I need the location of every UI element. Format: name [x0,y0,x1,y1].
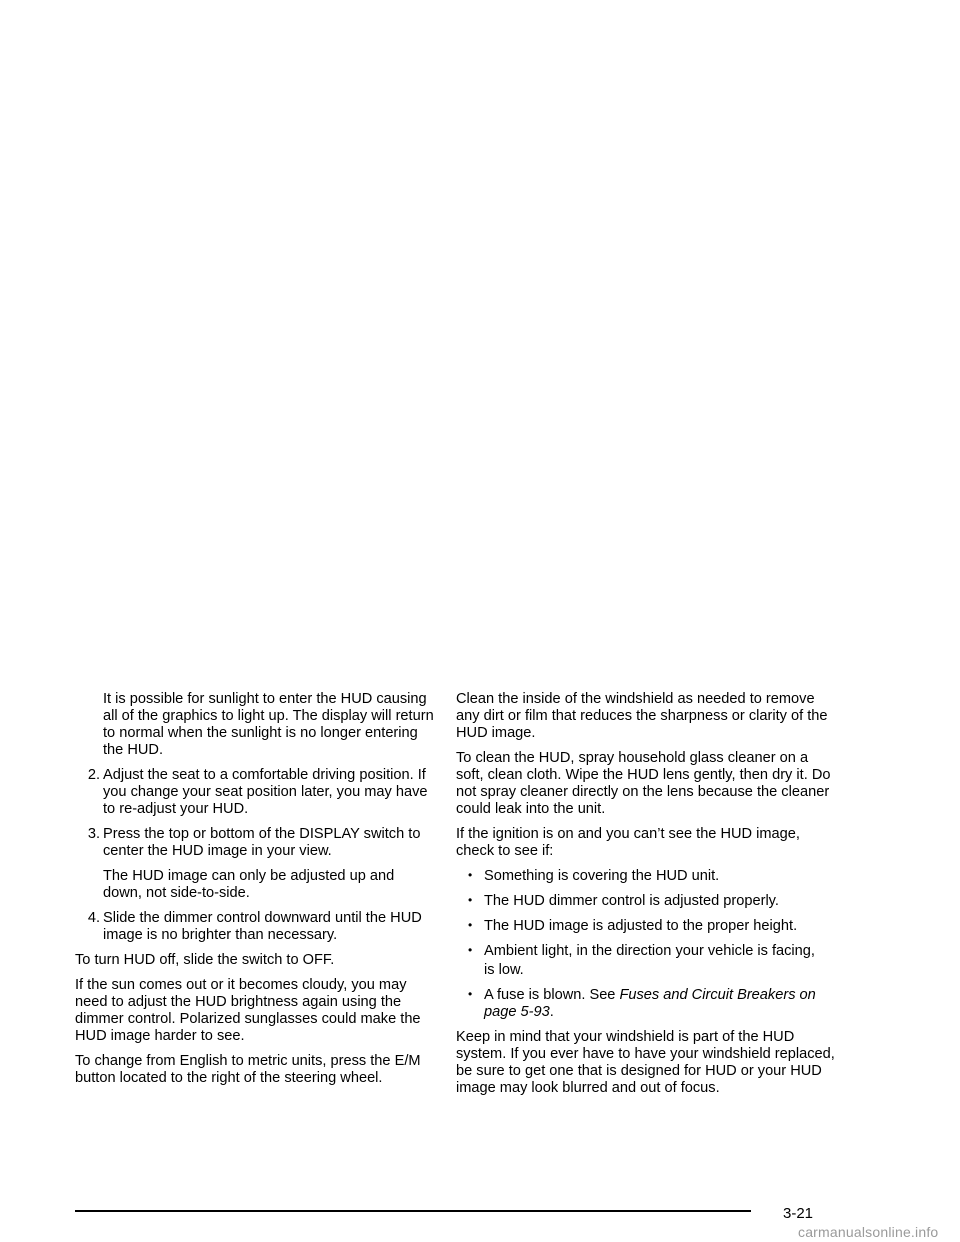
list-item [456,943,836,979]
step-text: Slide the dimmer control downward until the HUD image is no brighter than necessary. [103,910,422,943]
list-item-text: Something is covering the HUD unit. [484,868,720,884]
list-item-text [484,943,836,979]
list-item-text [484,987,836,1021]
step-text: Press the top or bottom of the DISPLAY switch to center the HUD image in your view. [103,826,421,859]
clean-windshield-paragraph: Clean the inside of the windshield as needed to remove any dirt or film that reduces the sharpness or clarity of the HUD image. [456,691,828,741]
list-item [456,868,836,885]
clean-hud-paragraph: To clean the HUD, spray household glass cleaner on a soft, clean cloth. Wipe the HUD lens gently, then dry it. Do not spray cleaner directly on the lens because the cleaner could leak into the unit. [456,750,831,817]
list-item-text: The HUD image is adjusted to the proper height. [484,918,798,934]
footer-rule [75,1210,751,1212]
bullet-icon: • [468,893,473,907]
list-item [456,893,836,910]
right-column [456,691,836,1105]
step-2 [75,767,435,818]
list-item [456,918,836,935]
step-number: 3. [87,826,100,842]
step-number: 2. [87,767,100,783]
step-3-note: The HUD image can only be adjusted up and down, not side-to-side. [103,868,395,901]
list-item-text: The HUD dimmer control is adjusted properly. [484,893,779,909]
turn-off-paragraph: To turn HUD off, slide the switch to OFF. [75,952,335,968]
bullet-icon: • [468,943,473,957]
list-item [456,987,836,1021]
fuses-reference-link[interactable]: Fuses and Circuit Breakers on page 5-93 [484,987,816,1020]
ambient-line-1: Ambient light, in the direction your vehicle is facing, [484,943,815,959]
step-text: Adjust the seat to a comfortable driving position. If you change your seat position later, you may have to re-adjust your HUD. [103,767,428,817]
fuse-suffix: . [549,1004,554,1020]
bullet-icon: • [468,868,473,882]
ambient-line-2: is low. [484,962,524,978]
step-3 [75,826,435,860]
bullet-icon: • [468,987,473,1001]
watermark: carmanualsonline.info [798,1224,939,1240]
left-column [75,691,435,1095]
brightness-paragraph: If the sun comes out or it becomes cloudy, you may need to adjust the HUD brightness again using the dimmer control. Polarized sunglasses could make the HUD image harder to see. [75,977,421,1044]
units-paragraph: To change from English to metric units, press the E/M button located to the right of the steering wheel. [75,1053,421,1086]
step-4 [75,910,435,944]
closing-paragraph: Keep in mind that your windshield is part of the HUD system. If you ever have to have your windshield replaced, be sure to get one that is designed for HUD or your HUD image may look blurred and out of focus. [456,1029,835,1096]
step-number: 4. [87,910,100,926]
page-number: 3-21 [783,1205,814,1222]
check-intro-paragraph: If the ignition is on and you can’t see the HUD image, check to see if: [456,826,800,859]
fuse-prefix: A fuse is blown. See [484,987,620,1003]
bullet-icon: • [468,918,473,932]
sunlight-note: It is possible for sunlight to enter the HUD causing all of the graphics to light up. The display will return to normal when the sunlight is no longer entering the HUD. [103,691,434,758]
